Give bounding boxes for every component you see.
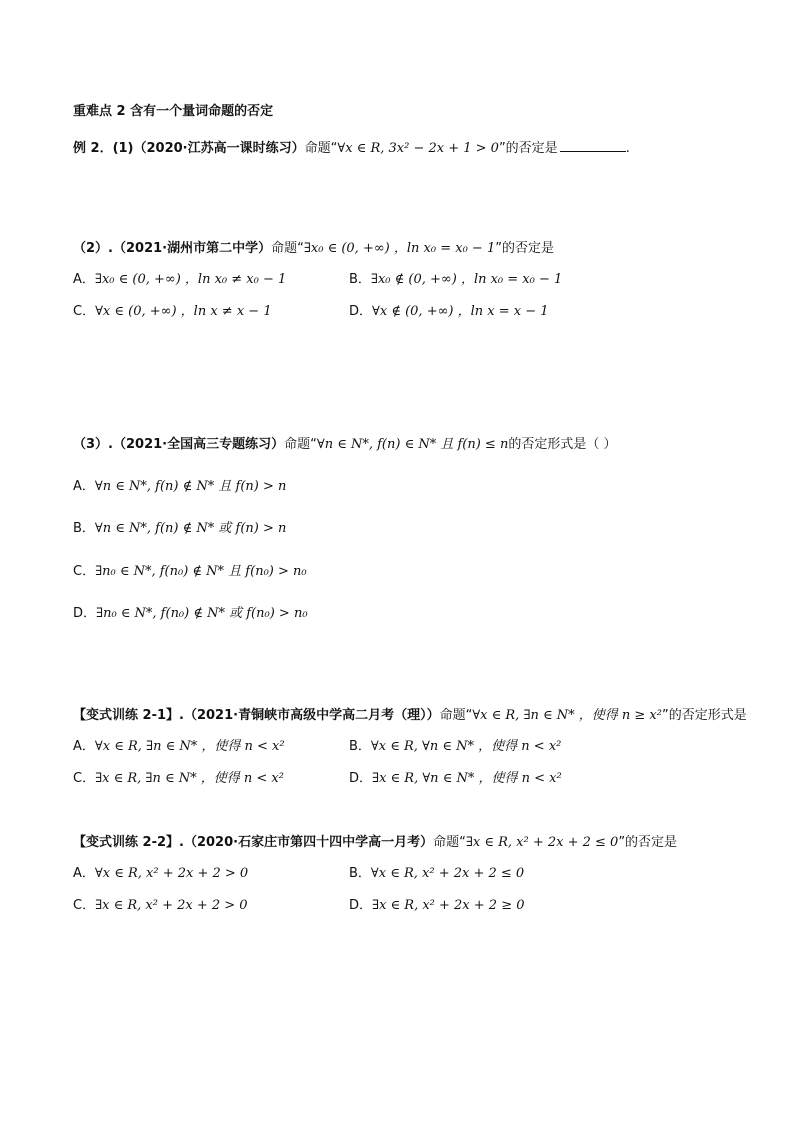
q2-math: ∃x₀ ∈ (0, +∞) ，ln x₀ = x₀ − 1 bbox=[303, 241, 496, 256]
q1-end: . bbox=[625, 141, 630, 156]
variant1-option-c[interactable] bbox=[73, 770, 284, 788]
variant1-post: ”的否定形式是 bbox=[661, 708, 747, 723]
option-letter: B． bbox=[73, 521, 95, 536]
option-text: ∃x ∈ R, ∃n ∈ N* ，使得 n < x² bbox=[95, 771, 284, 786]
option-text: ∀x ∈ R, ∀n ∈ N* ，使得 n < x² bbox=[370, 739, 562, 754]
q3-option-c[interactable] bbox=[73, 563, 307, 581]
option-letter: C． bbox=[73, 898, 96, 913]
option-letter: D． bbox=[349, 304, 373, 319]
q3-option-b[interactable] bbox=[73, 520, 286, 538]
option-letter: B． bbox=[349, 739, 371, 754]
option-text: ∀x ∉ (0, +∞) ，ln x = x − 1 bbox=[372, 304, 549, 319]
variant2-pre: 命题“ bbox=[433, 835, 466, 850]
option-text: ∀n ∈ N*, f(n) ∉ N* 或 f(n) > n bbox=[94, 521, 287, 536]
q2-option-c[interactable] bbox=[73, 303, 272, 321]
variant2-post: ”的否定是 bbox=[618, 835, 678, 850]
variant2-option-b[interactable] bbox=[349, 865, 524, 883]
option-letter: D． bbox=[349, 898, 373, 913]
variant2-label: 【变式训练 2-2】.（2020·石家庄市第四十四中学高一月考） bbox=[73, 835, 434, 850]
option-letter: C． bbox=[73, 564, 96, 579]
option-letter: C． bbox=[73, 304, 96, 319]
answer-blank[interactable] bbox=[560, 139, 626, 152]
q2-option-a[interactable] bbox=[73, 271, 286, 289]
variant2-option-d[interactable] bbox=[349, 897, 525, 915]
option-letter: A． bbox=[73, 479, 95, 494]
option-letter: D． bbox=[73, 606, 97, 621]
option-text: ∀n ∈ N*, f(n) ∉ N* 且 f(n) > n bbox=[94, 479, 287, 494]
q3-option-d[interactable] bbox=[73, 605, 308, 623]
option-letter: C． bbox=[73, 771, 96, 786]
option-text: ∃n₀ ∈ N*, f(n₀) ∉ N* 或 f(n₀) > n₀ bbox=[96, 606, 308, 621]
variant1-option-a[interactable] bbox=[73, 738, 285, 756]
section-title: 重难点 2 含有一个量词命题的否定 bbox=[73, 104, 274, 119]
variant1-pre: 命题“ bbox=[439, 708, 473, 723]
option-text: ∃x ∈ R, x² + 2x + 2 > 0 bbox=[95, 898, 248, 913]
example2-q3 bbox=[73, 436, 616, 454]
option-letter: B． bbox=[349, 272, 371, 287]
q1-post: ”的否定是 bbox=[498, 141, 558, 156]
variant2-option-c[interactable] bbox=[73, 897, 248, 915]
example2-q1 bbox=[73, 139, 630, 158]
variant2-option-a[interactable] bbox=[73, 865, 248, 883]
q1-label: 例 2．(1)（2020·江苏高一课时练习） bbox=[73, 141, 305, 156]
variant2-math: ∃x ∈ R, x² + 2x + 2 ≤ 0 bbox=[465, 835, 619, 850]
q3-pre: 命题“ bbox=[284, 437, 317, 452]
example2-q2 bbox=[73, 240, 554, 258]
q3-option-a[interactable] bbox=[73, 478, 286, 496]
option-text: ∀x ∈ R, x² + 2x + 2 ≤ 0 bbox=[370, 866, 525, 881]
option-letter: D． bbox=[349, 771, 373, 786]
variant1-label: 【变式训练 2-1】.（2021·青铜峡市高级中学高二月考（理）） bbox=[73, 708, 440, 723]
option-letter: B． bbox=[349, 866, 371, 881]
option-text: ∀x ∈ R, x² + 2x + 2 > 0 bbox=[94, 866, 249, 881]
option-text: ∀x ∈ R, ∃n ∈ N* ，使得 n < x² bbox=[94, 739, 285, 754]
option-text: ∀x ∈ (0, +∞) ，ln x ≠ x − 1 bbox=[95, 304, 272, 319]
variant1-option-d[interactable] bbox=[349, 770, 562, 788]
option-letter: A． bbox=[73, 866, 95, 881]
q3-label: （3）.（2021·全国高三专题练习） bbox=[73, 437, 285, 452]
q3-post: 的否定形式是（ ） bbox=[508, 437, 617, 452]
option-letter: A． bbox=[73, 739, 95, 754]
q3-math: ∀n ∈ N*, f(n) ∈ N* 且 f(n) ≤ n bbox=[316, 437, 509, 452]
q2-option-d[interactable] bbox=[349, 303, 549, 321]
variant1-math: ∀x ∈ R, ∃n ∈ N* ，使得 n ≥ x² bbox=[472, 708, 662, 723]
option-text: ∃x₀ ∈ (0, +∞) ，ln x₀ ≠ x₀ − 1 bbox=[94, 272, 287, 287]
variant2-question bbox=[73, 834, 677, 852]
q2-label: （2）.（2021·湖州市第二中学） bbox=[73, 241, 272, 256]
q2-option-b[interactable] bbox=[349, 271, 562, 289]
q1-pre: 命题“ bbox=[304, 141, 338, 156]
option-text: ∃x ∈ R, x² + 2x + 2 ≥ 0 bbox=[372, 898, 525, 913]
variant1-question bbox=[73, 707, 747, 725]
q1-math: ∀x ∈ R, 3x² − 2x + 1 > 0 bbox=[337, 141, 499, 156]
option-text: ∃x ∈ R, ∀n ∈ N* ，使得 n < x² bbox=[372, 771, 562, 786]
option-letter: A． bbox=[73, 272, 95, 287]
q2-pre: 命题“ bbox=[271, 241, 304, 256]
option-text: ∃x₀ ∉ (0, +∞) ，ln x₀ = x₀ − 1 bbox=[370, 272, 563, 287]
option-text: ∃n₀ ∈ N*, f(n₀) ∉ N* 且 f(n₀) > n₀ bbox=[95, 564, 307, 579]
variant1-option-b[interactable] bbox=[349, 738, 561, 756]
q2-post: ”的否定是 bbox=[495, 241, 554, 256]
